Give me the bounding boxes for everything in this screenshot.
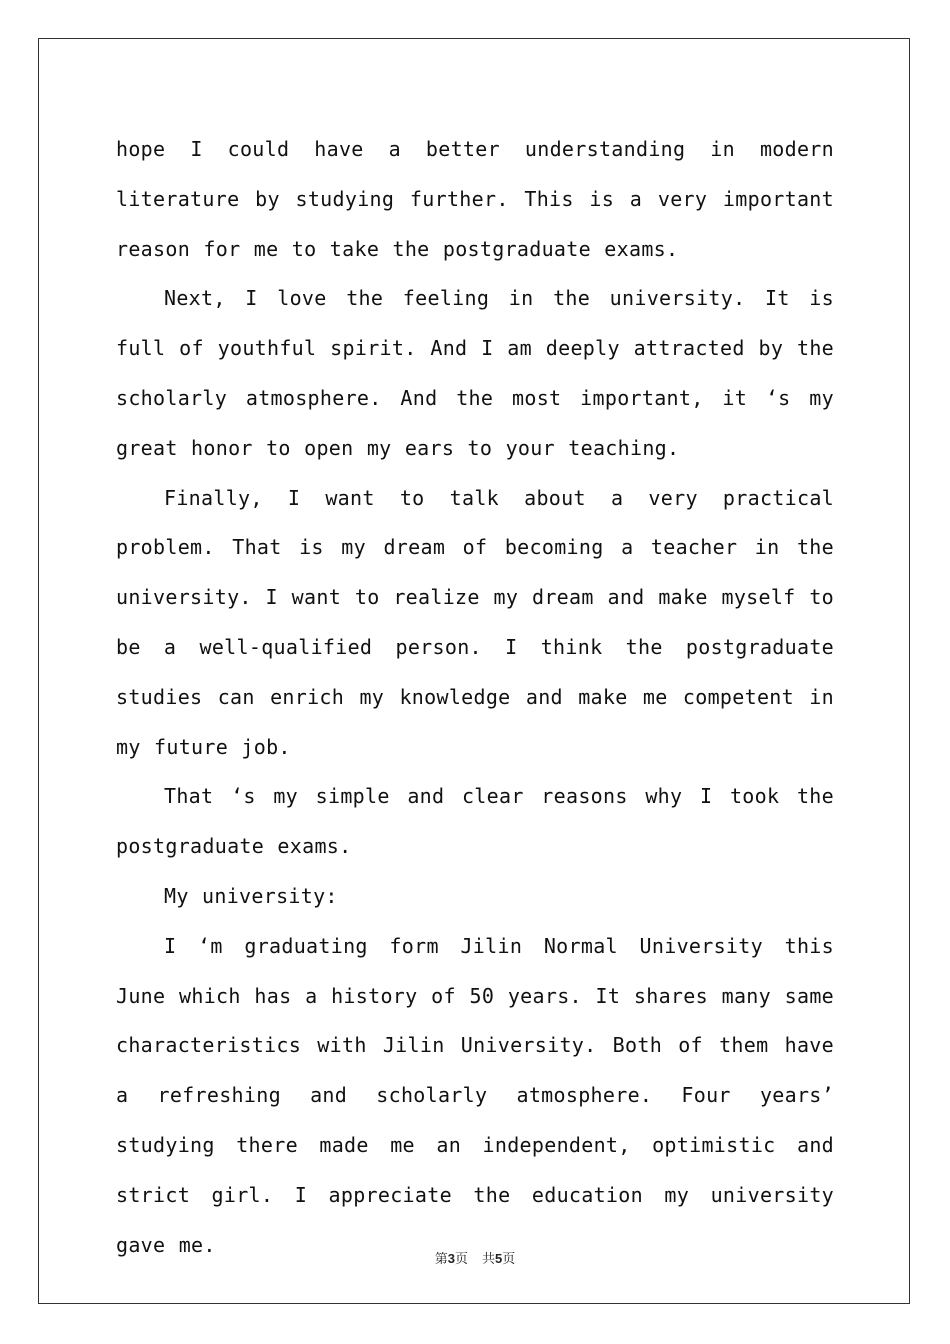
footer-page-suffix: 页 <box>454 1252 468 1267</box>
paragraph-1: hope I could have a better understanding in modern literature by studying further. This is a very important reason for me to take the postgraduate exams. <box>116 137 834 261</box>
document-body <box>116 125 834 1270</box>
footer-total-prefix: 共 <box>482 1252 496 1267</box>
footer-total-suffix: 页 <box>502 1252 516 1267</box>
paragraph-2: Next, I love the feeling in the university. It is full of youthful spirit. And I am deeply attracted by the scholarly atmosphere. And the most important, it ‘s my great honor to open my ears to your teaching. <box>116 286 834 460</box>
section-heading-my-university: My university: <box>164 883 338 908</box>
total-pages-number: 5 <box>495 1251 503 1266</box>
footer-prefix: 第 <box>434 1252 448 1267</box>
current-page-number: 3 <box>447 1251 455 1266</box>
page-footer <box>0 1248 950 1267</box>
paragraph-3: Finally, I want to talk about a very practical problem. That is my dream of becoming a teacher in the university. I want to realize my dream and make myself to be a well-qualified person. I think the postgraduate studies can enrich my knowledge and make me competent in my future job. <box>116 485 834 759</box>
paragraph-6: I ‘m graduating form Jilin Normal University this June which has a history of 50 years. It shares many same characteristics with Jilin University. Both of them have a refreshing and scholarly atmosphere. Four years’ studying there made me an independent, optimistic and strict girl. I appreciate the education my university gave me. <box>116 933 834 1257</box>
paragraph-4: That ‘s my simple and clear reasons why I took the postgraduate exams. <box>116 784 834 859</box>
